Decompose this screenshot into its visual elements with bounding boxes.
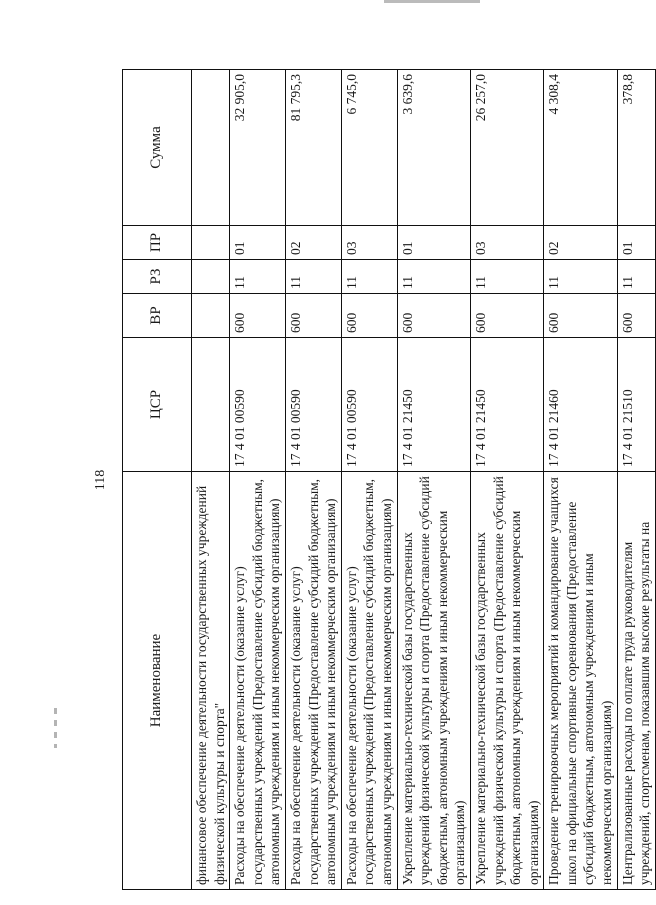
cell-sum: 378,8: [617, 70, 655, 226]
table-row: [192, 70, 230, 890]
cell-pr: 01: [230, 226, 286, 260]
cell-rz: 11: [397, 260, 470, 294]
header-rz: РЗ: [123, 260, 192, 294]
cell-rz: [192, 260, 230, 294]
cell-rz: 11: [470, 260, 543, 294]
table-row: [230, 70, 286, 890]
rotated-page: [92, 70, 653, 890]
cell-vr: 600: [230, 294, 286, 338]
table-row: [470, 70, 543, 890]
cell-csr: [192, 338, 230, 472]
cell-csr: 17 4 01 21450: [397, 338, 470, 472]
cell-pr: 01: [617, 226, 655, 260]
cell-rz: 11: [341, 260, 397, 294]
cell-name: финансовое обеспечение деятельности государственных учреждений физической культуры и спорта": [192, 472, 230, 890]
cell-pr: [192, 226, 230, 260]
cell-rz: 11: [285, 260, 341, 294]
table-row: [341, 70, 397, 890]
header-sum: Сумма: [123, 70, 192, 226]
cell-pr: 03: [470, 226, 543, 260]
cell-name: Расходы на обеспечение деятельности (оказание услуг) государственных учреждений (Предоставление субсидий бюджетным, автономным учреждениям и иным некоммерческим организациям): [341, 472, 397, 890]
cell-pr: 03: [341, 226, 397, 260]
cell-name: Централизованные расходы по оплате труда руководителям учреждений, спортсменам, показавшим высокие результаты на: [617, 472, 655, 890]
cell-name: Укрепление материально-технической базы государственных учреждений физической культуры и спорта (Предоставление субсидий бюджетным, автономным учреждениям и иным некоммерческим организациям): [470, 472, 543, 890]
scan-edge-rule: [0, 0, 640, 3]
table-row: [285, 70, 341, 890]
header-csr: ЦСР: [123, 338, 192, 472]
cell-name: Укрепление материально-технической базы государственных учреждений физической культуры и спорта (Предоставление субсидий бюджетным, автономным учреждениям и иным некоммерческим организациям): [397, 472, 470, 890]
page-number: 118: [93, 469, 108, 491]
cell-vr: 600: [617, 294, 655, 338]
cell-rz: 11: [617, 260, 655, 294]
table-header-row: [123, 70, 192, 890]
cell-pr: 01: [397, 226, 470, 260]
cell-pr: 02: [285, 226, 341, 260]
cell-vr: 600: [341, 294, 397, 338]
scan-margin-mark: [54, 708, 57, 748]
budget-table: [122, 69, 656, 890]
cell-sum: 6 745,0: [341, 70, 397, 226]
cell-sum: [192, 70, 230, 226]
cell-name: Расходы на обеспечение деятельности (оказание услуг) государственных учреждений (Предоставление субсидий бюджетным, автономным учреждениям и иным некоммерческим организациям): [285, 472, 341, 890]
table-row: [397, 70, 470, 890]
cell-sum: 26 257,0: [470, 70, 543, 226]
cell-vr: [192, 294, 230, 338]
cell-csr: 17 4 01 21450: [470, 338, 543, 472]
cell-rz: 11: [230, 260, 286, 294]
table-row: [617, 70, 655, 890]
header-pr: ПР: [123, 226, 192, 260]
cell-csr: 17 4 01 00590: [285, 338, 341, 472]
cell-csr: 17 4 01 00590: [341, 338, 397, 472]
header-vr: ВР: [123, 294, 192, 338]
cell-csr: 17 4 01 21460: [544, 338, 617, 472]
cell-csr: 17 4 01 00590: [230, 338, 286, 472]
cell-sum: 4 308,4: [544, 70, 617, 226]
cell-vr: 600: [397, 294, 470, 338]
cell-rz: 11: [544, 260, 617, 294]
header-name: Наименование: [123, 472, 192, 890]
cell-sum: 32 905,0: [230, 70, 286, 226]
cell-vr: 600: [544, 294, 617, 338]
cell-sum: 81 795,3: [285, 70, 341, 226]
table-row: [544, 70, 617, 890]
cell-sum: 3 639,6: [397, 70, 470, 226]
cell-name: Проведение тренировочных мероприятий и командирование учащихся школ на официальные спортивные соревнования (Предоставление субсидий бюджетным, автономным учреждениям и иным некоммерческим организациям): [544, 472, 617, 890]
cell-vr: 600: [470, 294, 543, 338]
cell-name: Расходы на обеспечение деятельности (оказание услуг) государственных учреждений (Предоставление субсидий бюджетным, автономным учреждениям и иным некоммерческим организациям): [230, 472, 286, 890]
cell-csr: 17 4 01 21510: [617, 338, 655, 472]
cell-pr: 02: [544, 226, 617, 260]
cell-vr: 600: [285, 294, 341, 338]
